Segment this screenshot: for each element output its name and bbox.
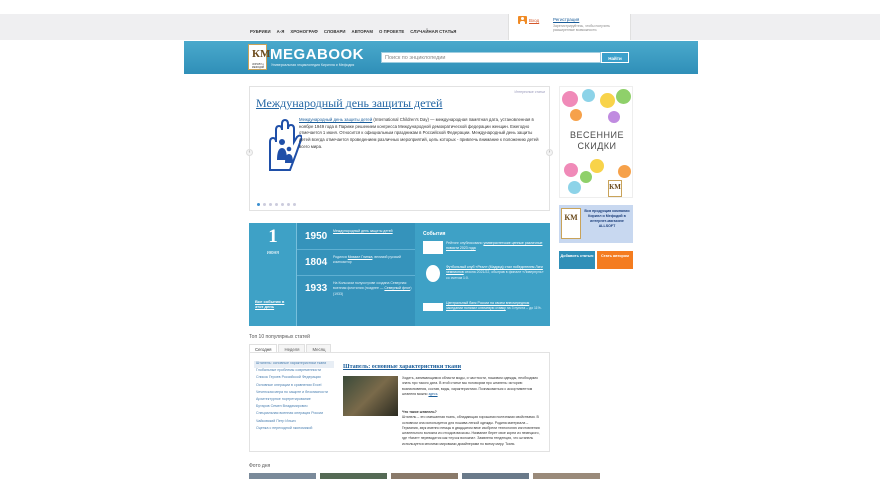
event-post: на 3 пункта – до 11%. (505, 306, 542, 311)
children-hand-icon (262, 116, 302, 172)
flower-icon (568, 181, 581, 194)
carousel-dot[interactable] (293, 203, 296, 206)
history-post: , великий русский композитор (333, 255, 401, 265)
allsoft-promo-banner[interactable] (559, 205, 633, 243)
ranking-icon (423, 241, 443, 254)
bank-icon (423, 303, 443, 311)
top-bar (0, 14, 880, 40)
search-button[interactable]: Найти (601, 52, 629, 63)
event-item (423, 301, 547, 321)
top10-list (254, 361, 334, 433)
logo-tagline: Универсальная энциклопедия Кирилла и Мефодия (271, 63, 355, 67)
article-text (402, 376, 545, 397)
spring-sale-banner[interactable] (559, 86, 633, 198)
event-text (446, 301, 546, 312)
promo-logo: КМ (561, 208, 581, 239)
nav-item-dictionaries[interactable]: СЛОВАРИ (323, 29, 346, 34)
flower-icon (570, 109, 582, 121)
history-link[interactable]: Михаил Глинка (347, 255, 373, 259)
article-text-body: Ходить, занимающимся области моды, и частности, пошивом одежды, необходимо знать про такого дата. В этой статье мы поговорим про штапель: историю возникновения, состав, виды, характеристики. Познакомиться с ассортиментом штапеля можно (402, 376, 538, 396)
featured-text (299, 117, 543, 150)
events-list (415, 223, 550, 326)
list-item[interactable]: Штапель: основные характеристики ткани (254, 361, 334, 368)
main-nav (250, 29, 456, 34)
spring-sale-title: ВЕСЕННИЕ СКИДКИ (570, 130, 624, 151)
carousel-dot[interactable] (257, 203, 260, 206)
article-text2-body: Штапель – это смешанная ткань, обладающая хорошими полезными свойствами. В основном она используется для пошива легкой одежды. Родина материала – Германия, звук именно немцы в двадцатом веке изобрели технологию изготовления штапельного волокна из отходов вискозы. Название берет свое корни из немецкого, где «faser» переводится как «пучок волокна». Заявлена тенденция, что штапель используется многими мировыми дизайнерами по всему миру. Ткань (402, 415, 540, 446)
login-box (508, 14, 631, 40)
carousel-dot[interactable] (275, 203, 278, 206)
register-description: Зарегистрируйтесь, чтобы получить расширенные возможности. (553, 24, 610, 33)
promo-text: Вся продукция компании Кирилл и Мефодий в интернет-магазине ALLSOFT (584, 209, 630, 229)
history-row (297, 251, 415, 276)
month-name: июня (266, 250, 279, 256)
list-item[interactable]: Основные операции в сравнении Excel (256, 382, 322, 387)
flower-icon (562, 91, 578, 107)
list-item[interactable]: Бутаров Семен Владимирович (256, 404, 308, 409)
carousel-dots (257, 203, 296, 206)
history-link[interactable]: Международный день защиты детей (333, 229, 393, 233)
all-events-link[interactable]: Все события в этот день (255, 299, 285, 309)
flower-icon (590, 159, 604, 173)
nav-item-about[interactable]: О ПРОЕКТЕ (378, 29, 405, 34)
history-list (297, 223, 415, 326)
tab-today[interactable]: Сегодня (249, 344, 277, 354)
login-link[interactable]: Вход (529, 18, 540, 23)
history-text (333, 255, 413, 266)
logo-sub: КИРИЛЛ и МЕФОДИЙ (251, 63, 265, 69)
carousel-dot[interactable] (287, 203, 290, 206)
flower-icon (580, 171, 592, 183)
history-text (333, 229, 413, 234)
day-number: 1 (268, 226, 278, 247)
list-item[interactable]: Архитектурное портретирование (256, 396, 311, 401)
list-item[interactable]: Чеченская мера по защите и безопасности (256, 389, 328, 394)
photo-thumb[interactable] (533, 473, 600, 479)
nav-item-chronograph[interactable]: ХРОНОГРАФ (290, 29, 318, 34)
event-link[interactable]: Футбольный клуб «Реал» (Мадрид) стал победителем Лиги чемпионов (446, 265, 543, 275)
become-author-button[interactable]: Стать автором (597, 251, 633, 269)
nav-item-az[interactable]: А-Я (276, 29, 285, 34)
history-link[interactable]: Северный флот (384, 286, 411, 291)
history-pre: Родился (333, 255, 348, 259)
event-post: сезона 2021/22, обыграв в финале «Ливерпуль» со счетом 1:0. (446, 270, 544, 280)
photo-strip (249, 473, 600, 479)
user-icon (518, 16, 527, 24)
flower-icon (600, 93, 615, 108)
featured-corner-label[interactable]: Интересные статьи (514, 90, 545, 94)
list-item[interactable]: Чайковский Петр Ильич (256, 418, 296, 423)
event-link[interactable]: университетские ценные различные новости 2023 года (446, 241, 543, 251)
nav-item-rubrics[interactable]: РУБРИКИ (250, 29, 271, 34)
article-image (343, 376, 398, 416)
history-row (297, 225, 415, 250)
photo-thumb[interactable] (391, 473, 458, 479)
history-pre: На Кольском полуострове создана Северная военная флотилия (позднее — (333, 281, 407, 291)
history-post: ) (1933) (333, 286, 412, 296)
event-text (446, 241, 546, 252)
photo-of-day-title: Фото дня (249, 463, 271, 469)
photo-thumb[interactable] (249, 473, 316, 479)
list-item[interactable]: Глобальные проблемы современности (256, 368, 322, 373)
article-title[interactable]: Штапель: основные характеристики ткани (343, 364, 462, 370)
events-title: События (423, 231, 446, 237)
tab-month[interactable]: Месяц (306, 344, 331, 354)
logo-text[interactable]: MEGABOOK (270, 46, 364, 63)
logo-emblem[interactable] (248, 44, 271, 70)
event-item (423, 241, 547, 261)
top10-title: Топ 10 популярных статей (249, 334, 310, 340)
site-header (184, 41, 698, 74)
history-row (297, 277, 415, 317)
search-input[interactable]: Поиск по энциклопедии (381, 52, 601, 63)
carousel-prev-button[interactable]: ‹ (246, 149, 253, 156)
logo-letters: КМ (252, 48, 271, 60)
nav-item-random[interactable]: СЛУЧАЙНАЯ СТАТЬЯ (410, 29, 457, 34)
article-text2 (402, 410, 545, 447)
carousel-dot[interactable] (263, 203, 266, 206)
flower-icon (608, 111, 620, 123)
add-article-button[interactable]: Добавить статью (559, 251, 595, 269)
event-item (423, 265, 547, 285)
carousel-dot[interactable] (269, 203, 272, 206)
history-year: 1933 (305, 283, 328, 294)
top10-panel (249, 352, 550, 452)
featured-text-body: (International Children's Day) — международная памятная дата, установленная в ноябре 1949 года в Париже решением конгресса Международной демократической федерации женщин. Ежегодно отмечается 1 июня. Относится к официальным праздникам в Российской Федерации. Международный день защиты детей всегда отмечается проведением различных мероприятий, цель которых - привлечь внимание к положению детей всего мира. (299, 117, 539, 149)
carousel-dot[interactable] (281, 203, 284, 206)
carousel-next-button[interactable]: › (546, 149, 553, 156)
spring-sale-logo: КМ (608, 180, 622, 197)
flower-icon (618, 165, 631, 178)
list-item[interactable]: Оценка с переходной экономикой (256, 425, 313, 430)
history-text (333, 281, 413, 297)
date-panel (249, 223, 297, 326)
article-subtitle: Что такое штапель? (402, 410, 437, 414)
featured-text-link[interactable]: Международный день защиты детей (299, 117, 373, 122)
football-icon (426, 265, 440, 282)
event-text (446, 265, 546, 281)
photo-thumb[interactable] (462, 473, 529, 479)
this-day-widget (249, 223, 550, 326)
history-year: 1950 (305, 231, 328, 242)
register-link[interactable]: Регистрация (553, 17, 580, 22)
featured-article (249, 86, 550, 211)
photo-thumb[interactable] (320, 473, 387, 479)
list-item[interactable]: Список Героев Российской Федерации (256, 375, 321, 380)
nav-item-authors[interactable]: АВТОРАМ (351, 29, 373, 34)
featured-title[interactable]: Международный день защиты детей (256, 96, 443, 110)
event-link[interactable]: Центральный банк России на своем внеочередном заседании понизил ключевую ставку (446, 301, 530, 311)
flower-icon (582, 89, 595, 102)
article-link[interactable]: здесь (428, 391, 438, 396)
history-year: 1804 (305, 257, 328, 268)
list-item[interactable]: Специальная военная операция России (256, 411, 324, 416)
flower-icon (616, 89, 631, 104)
event-pre: Рейтинг опубликовано (446, 241, 484, 245)
flower-icon (564, 163, 578, 177)
tab-week[interactable]: Неделя (278, 344, 305, 354)
